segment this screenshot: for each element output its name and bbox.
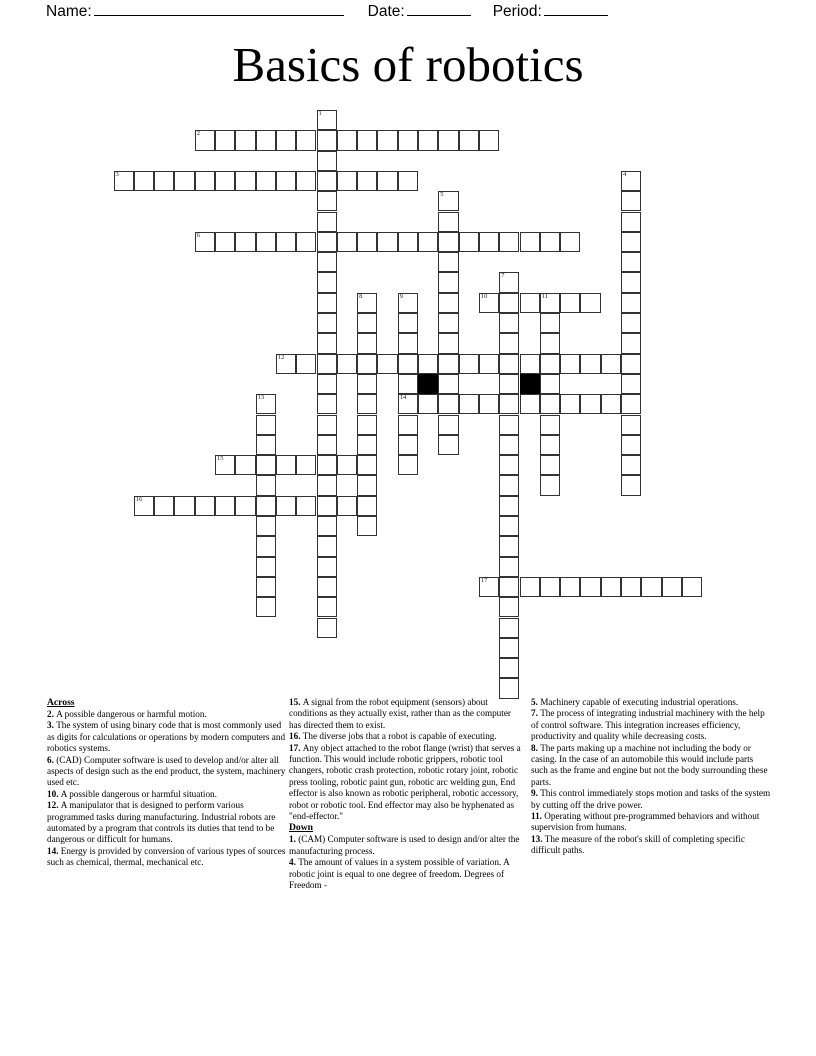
clue-text: This control immediately stops motion and tasks of the system by cutting off the drive power. — [531, 788, 771, 810]
crossword-cell[interactable] — [256, 232, 276, 252]
crossword-cell[interactable] — [377, 232, 397, 252]
clue-number: 15. — [289, 697, 303, 707]
crossword-cell[interactable] — [357, 232, 377, 252]
crossword-cell[interactable] — [276, 455, 296, 475]
crossword-cell[interactable] — [621, 272, 641, 292]
cell-number: 16 — [135, 495, 143, 503]
crossword-cell[interactable] — [398, 455, 418, 475]
crossword-cell[interactable] — [499, 658, 519, 678]
cell-number: 7 — [501, 272, 505, 280]
crossword-cell[interactable] — [256, 597, 276, 617]
crossword-cell[interactable] — [317, 232, 337, 252]
crossword-cell[interactable] — [580, 354, 600, 374]
crossword-cell[interactable] — [621, 252, 641, 272]
crossword-cell[interactable] — [438, 374, 458, 394]
crossword-cell[interactable] — [621, 313, 641, 333]
clue-item — [47, 709, 290, 720]
crossword-cell[interactable] — [520, 354, 540, 374]
cell-number: 10 — [480, 292, 488, 300]
crossword-cell[interactable] — [317, 374, 337, 394]
clue-number: 1. — [289, 834, 299, 845]
crossword-cell[interactable] — [215, 496, 235, 516]
crossword-cell[interactable] — [317, 415, 337, 435]
crossword-cell[interactable] — [398, 435, 418, 455]
clue-number: 11. — [531, 811, 545, 822]
crossword-cell[interactable] — [580, 293, 600, 313]
crossword-cell[interactable] — [459, 232, 479, 252]
crossword-cell[interactable] — [195, 130, 215, 150]
crossword-cell[interactable] — [621, 354, 641, 374]
clue-number: 9. — [531, 788, 541, 799]
clue-item — [531, 834, 771, 857]
crossword-cell[interactable] — [337, 171, 357, 191]
clue-item — [289, 834, 523, 857]
crossword-cell[interactable] — [499, 516, 519, 536]
crossword-cell[interactable] — [215, 130, 235, 150]
clue-text: (CAM) Computer software is used to design and/or alter the manufacturing process. — [289, 834, 520, 856]
crossword-cell[interactable] — [215, 455, 235, 475]
crossword-cell[interactable] — [296, 496, 316, 516]
crossword-cell[interactable] — [438, 293, 458, 313]
crossword-cell[interactable] — [499, 618, 519, 638]
clue-item — [289, 743, 523, 823]
clue-text: The process of integrating industrial machinery with the help of control software. This integration increases efficiency, productivity and quality while decreasing costs. — [531, 708, 765, 742]
crossword-cell[interactable] — [357, 171, 377, 191]
crossword-cell[interactable] — [621, 171, 641, 191]
crossword-cell[interactable] — [540, 455, 560, 475]
crossword-cell[interactable] — [134, 496, 154, 516]
crossword-cell[interactable] — [317, 333, 337, 353]
crossword-cell[interactable] — [621, 415, 641, 435]
crossword-cell[interactable] — [540, 577, 560, 597]
clue-text: The parts making up a machine not including the body or casing. In the case of an automobile this would include parts such as the frame and engine but not the body surrounding these parts. — [531, 742, 768, 787]
crossword-cell[interactable] — [438, 435, 458, 455]
crossword-cell[interactable] — [235, 496, 255, 516]
clue-item — [531, 788, 771, 811]
crossword-cell[interactable] — [499, 374, 519, 394]
clue-item — [289, 731, 523, 742]
clue-item — [47, 789, 290, 800]
crossword-cell[interactable] — [540, 313, 560, 333]
crossword-cell[interactable] — [195, 171, 215, 191]
crossword-cell[interactable] — [154, 171, 174, 191]
crossword-cell[interactable] — [398, 415, 418, 435]
clue-item — [47, 846, 290, 869]
crossword-cell[interactable] — [601, 577, 621, 597]
crossword-cell[interactable] — [154, 496, 174, 516]
clue-text: (CAD) Computer software is used to develop and/or alter all aspects of design such as the end product, the system, machinery used etc. — [47, 754, 286, 788]
crossword-cell[interactable] — [195, 496, 215, 516]
clue-item — [289, 697, 523, 731]
crossword-cell[interactable] — [438, 333, 458, 353]
clue-number: 14. — [47, 845, 61, 856]
crossword-cell[interactable] — [215, 171, 235, 191]
clue-text: A signal from the robot equipment (sensors) about conditions as they actually exist, rather than as the computer has directed them to exist. — [289, 697, 511, 730]
crossword-cell[interactable] — [337, 455, 357, 475]
clue-text: A manipulator that is designed to perform various programmed tasks during manufacturing. Industrial robots are automated by a program that controls its duties that tend to be dangerous or difficult for humans. — [47, 800, 276, 845]
clue-item — [289, 857, 523, 891]
crossword-cell[interactable] — [499, 455, 519, 475]
crossword-cell[interactable] — [540, 354, 560, 374]
crossword-cell[interactable] — [479, 394, 499, 414]
crossword-cell[interactable] — [459, 394, 479, 414]
crossword-cell[interactable] — [256, 557, 276, 577]
crossword-cell[interactable] — [357, 415, 377, 435]
clues-region — [0, 697, 816, 997]
clue-item — [47, 720, 290, 754]
cell-number: 1 — [318, 110, 322, 117]
crossword-cell[interactable] — [276, 232, 296, 252]
clue-text: Energy is provided by conversion of various types of sources such as chemical, thermal, mechanical etc. — [47, 845, 286, 868]
crossword-cell[interactable] — [134, 171, 154, 191]
crossword-cell[interactable] — [499, 577, 519, 597]
clue-item — [531, 697, 771, 708]
period-label: Period: — [492, 3, 542, 20]
crossword-cell[interactable] — [560, 354, 580, 374]
clue-number: 3. — [47, 720, 57, 731]
crossword-cell[interactable] — [540, 475, 560, 495]
crossword-cell[interactable] — [438, 354, 458, 374]
crossword-cell[interactable] — [256, 130, 276, 150]
clue-number: 13. — [531, 833, 545, 844]
crossword-cell[interactable] — [357, 313, 377, 333]
crossword-cell[interactable] — [621, 435, 641, 455]
clue-item — [47, 755, 290, 789]
crossword-cell[interactable] — [235, 455, 255, 475]
crossword-cell[interactable] — [317, 171, 337, 191]
date-label: Date: — [367, 3, 405, 20]
crossword-cell[interactable] — [296, 232, 316, 252]
clue-text: Any object attached to the robot flange (wrist) that serves a function. This would include robotic grippers, robotic tool changers, robotic crash protection, robotic rotary joint, robotic press tooling, robotic paint gun, robotic arc welding gun, End effector is also known as robotic peripheral, robotic accessory, robot or robotic tool. End effector may also be hyphenated as "end-effector." — [289, 742, 521, 822]
crossword-cell[interactable] — [317, 151, 337, 171]
crossword-cell[interactable] — [317, 191, 337, 211]
crossword-cell[interactable] — [317, 394, 337, 414]
crossword-cell[interactable] — [499, 475, 519, 495]
cell-number: 9 — [399, 292, 403, 300]
crossword-cell[interactable] — [418, 354, 438, 374]
crossword-cell[interactable] — [317, 557, 337, 577]
cell-number: 14 — [399, 394, 407, 402]
crossword-cell[interactable] — [621, 232, 641, 252]
clue-text: The diverse jobs that a robot is capable of executing. — [302, 731, 497, 742]
crossword-cell[interactable] — [398, 171, 418, 191]
crossword-cell[interactable] — [479, 354, 499, 374]
crossword-cell[interactable] — [296, 130, 316, 150]
crossword-cell[interactable] — [520, 293, 540, 313]
crossword-cell[interactable] — [499, 496, 519, 516]
crossword-cell[interactable] — [256, 171, 276, 191]
crossword-cell[interactable] — [317, 252, 337, 272]
crossword-cell[interactable] — [560, 293, 580, 313]
crossword-cell[interactable] — [256, 394, 276, 414]
crossword-cell[interactable] — [276, 130, 296, 150]
crossword-cell[interactable] — [377, 171, 397, 191]
crossword-cell[interactable] — [499, 638, 519, 658]
cell-number: 12 — [277, 353, 285, 361]
crossword-cell[interactable] — [459, 354, 479, 374]
crossword-cell[interactable] — [621, 577, 641, 597]
crossword-cell[interactable] — [438, 191, 458, 211]
crossword-cell[interactable] — [540, 415, 560, 435]
clue-text: Machinery capable of executing industrial operations. — [540, 697, 739, 707]
crossword-cell[interactable] — [398, 232, 418, 252]
cell-number: 8 — [359, 292, 363, 300]
crossword-cell[interactable] — [398, 130, 418, 150]
clue-column-1 — [47, 697, 290, 869]
crossword-cell[interactable] — [317, 435, 337, 455]
crossword-cell[interactable] — [337, 232, 357, 252]
crossword-cell[interactable] — [337, 496, 357, 516]
crossword-cell[interactable] — [296, 354, 316, 374]
crossword-cell[interactable] — [499, 293, 519, 313]
crossword-cell[interactable] — [357, 435, 377, 455]
crossword-cell[interactable] — [438, 252, 458, 272]
crossword-cell[interactable] — [499, 394, 519, 414]
clue-text: The measure of the robot's skill of completing specific difficult paths. — [531, 833, 745, 856]
crossword-cell[interactable] — [479, 577, 499, 597]
crossword-cell[interactable] — [398, 313, 418, 333]
crossword-cell[interactable] — [398, 333, 418, 353]
crossword-cell[interactable] — [438, 313, 458, 333]
crossword-cell[interactable] — [540, 374, 560, 394]
crossword-cell[interactable] — [317, 597, 337, 617]
clue-text: Operating without pre-programmed behaviors and without supervision from humans. — [531, 811, 760, 833]
crossword-cell[interactable] — [479, 130, 499, 150]
crossword-cell[interactable] — [317, 536, 337, 556]
crossword-cell[interactable] — [438, 232, 458, 252]
clue-number: 4. — [289, 857, 299, 868]
crossword-cell[interactable] — [276, 496, 296, 516]
crossword-cell[interactable] — [621, 374, 641, 394]
crossword-cell[interactable] — [621, 293, 641, 313]
clue-column-2 — [289, 697, 523, 892]
crossword-cell[interactable] — [580, 394, 600, 414]
crossword-cell[interactable] — [377, 354, 397, 374]
crossword-cell[interactable] — [317, 293, 337, 313]
crossword-cell[interactable] — [438, 130, 458, 150]
crossword-cell[interactable] — [377, 130, 397, 150]
crossword-cell[interactable] — [499, 435, 519, 455]
crossword-cell[interactable] — [337, 130, 357, 150]
crossword-block-cell — [418, 374, 438, 394]
crossword-cell[interactable] — [337, 354, 357, 374]
crossword-cell[interactable] — [317, 130, 337, 150]
cell-number: 2 — [196, 130, 200, 138]
crossword-cell[interactable] — [499, 536, 519, 556]
name-label: Name: — [46, 3, 92, 20]
crossword-cell[interactable] — [438, 394, 458, 414]
clue-text: The system of using binary code that is most commonly used as digits for calculations or operations by modern computers and robotics systems. — [47, 720, 286, 754]
crossword-cell[interactable] — [438, 212, 458, 232]
crossword-cell[interactable] — [235, 171, 255, 191]
crossword-cell[interactable] — [357, 496, 377, 516]
crossword-cell[interactable] — [560, 394, 580, 414]
crossword-cell[interactable] — [256, 435, 276, 455]
crossword-cell[interactable] — [215, 232, 235, 252]
crossword-cell[interactable] — [317, 212, 337, 232]
crossword-cell[interactable] — [479, 293, 499, 313]
crossword-cell[interactable] — [540, 293, 560, 313]
crossword-cell[interactable] — [174, 496, 194, 516]
crossword-cell[interactable] — [398, 354, 418, 374]
crossword-cell[interactable] — [418, 130, 438, 150]
crossword-cell[interactable] — [256, 455, 276, 475]
crossword-cell[interactable] — [621, 333, 641, 353]
crossword-cell[interactable] — [499, 415, 519, 435]
clue-column-3 — [531, 697, 771, 857]
crossword-cell[interactable] — [114, 171, 134, 191]
crossword-cell[interactable] — [540, 394, 560, 414]
clue-text: A possible dangerous or harmful situation. — [60, 788, 217, 799]
crossword-cell[interactable] — [621, 191, 641, 211]
crossword-cell[interactable] — [256, 577, 276, 597]
crossword-block-cell — [520, 374, 540, 394]
clue-number: 5. — [531, 697, 541, 707]
crossword-cell[interactable] — [540, 333, 560, 353]
crossword-cell[interactable] — [499, 678, 519, 698]
down-heading: Down — [289, 822, 313, 834]
crossword-cell[interactable] — [499, 272, 519, 292]
crossword-cell[interactable] — [317, 110, 337, 130]
crossword-cell[interactable] — [499, 597, 519, 617]
crossword-cell[interactable] — [256, 475, 276, 495]
clue-number: 12. — [47, 800, 61, 811]
crossword-cell[interactable] — [621, 475, 641, 495]
crossword-cell[interactable] — [520, 232, 540, 252]
cell-number: 6 — [196, 231, 200, 239]
clue-number: 2. — [47, 709, 57, 719]
crossword-cell[interactable] — [296, 455, 316, 475]
crossword-cell[interactable] — [601, 394, 621, 414]
crossword-cell[interactable] — [499, 313, 519, 333]
crossword-cell[interactable] — [438, 272, 458, 292]
crossword-cell[interactable] — [357, 455, 377, 475]
crossword-cell[interactable] — [499, 557, 519, 577]
crossword-cell[interactable] — [682, 577, 702, 597]
crossword-cell[interactable] — [296, 171, 316, 191]
clue-number: 17. — [289, 742, 303, 753]
page-title: Basics of robotics — [232, 37, 584, 92]
crossword-cell[interactable] — [317, 475, 337, 495]
crossword-cell[interactable] — [621, 394, 641, 414]
crossword-cell[interactable] — [499, 333, 519, 353]
crossword-cell[interactable] — [540, 435, 560, 455]
clue-number: 10. — [47, 788, 61, 799]
crossword-cell[interactable] — [641, 577, 661, 597]
crossword-cell[interactable] — [174, 171, 194, 191]
crossword-cell[interactable] — [357, 293, 377, 313]
crossword-cell[interactable] — [540, 232, 560, 252]
crossword-cell[interactable] — [235, 232, 255, 252]
clue-text: The amount of values in a system possible of variation. A robotic joint is equal to one degree of freedom. Degrees of Freedom - — [289, 857, 510, 891]
clue-number: 7. — [531, 708, 541, 719]
crossword-cell[interactable] — [317, 272, 337, 292]
crossword-cell[interactable] — [479, 232, 499, 252]
crossword-cell[interactable] — [418, 394, 438, 414]
crossword-cell[interactable] — [256, 536, 276, 556]
crossword-cell[interactable] — [256, 415, 276, 435]
crossword-cell[interactable] — [459, 130, 479, 150]
crossword-cell[interactable] — [317, 496, 337, 516]
clue-item — [531, 708, 771, 742]
crossword-cell[interactable] — [256, 496, 276, 516]
clue-number: 16. — [289, 731, 303, 742]
crossword-cell[interactable] — [499, 354, 519, 374]
crossword-cell[interactable] — [357, 333, 377, 353]
crossword-cell[interactable] — [438, 415, 458, 435]
crossword-cell[interactable] — [276, 171, 296, 191]
crossword-cell[interactable] — [317, 354, 337, 374]
crossword-cell[interactable] — [357, 130, 377, 150]
crossword-cell[interactable] — [317, 618, 337, 638]
crossword-cell[interactable] — [398, 374, 418, 394]
crossword-cell[interactable] — [357, 374, 377, 394]
crossword-cell[interactable] — [317, 577, 337, 597]
crossword-cell[interactable] — [520, 394, 540, 414]
clue-item — [531, 811, 771, 834]
clue-text: A possible dangerous or harmful motion. — [56, 709, 207, 719]
crossword-cell[interactable] — [357, 516, 377, 536]
cell-number: 15 — [217, 455, 224, 463]
crossword-cell[interactable] — [276, 354, 296, 374]
crossword-cell[interactable] — [398, 394, 418, 414]
across-heading: Across — [47, 697, 75, 708]
crossword-cell[interactable] — [357, 394, 377, 414]
crossword-cell[interactable] — [621, 212, 641, 232]
crossword-cell[interactable] — [560, 232, 580, 252]
cell-number: 11 — [541, 292, 549, 300]
cell-number: 13 — [257, 394, 265, 402]
crossword-cell[interactable] — [662, 577, 682, 597]
cell-number: 3 — [115, 170, 119, 178]
crossword-cell[interactable] — [317, 516, 337, 536]
cell-number: 17 — [480, 576, 488, 584]
crossword-cell[interactable] — [398, 293, 418, 313]
clue-number: 8. — [531, 742, 541, 753]
crossword-cell[interactable] — [357, 475, 377, 495]
crossword-cell[interactable] — [256, 516, 276, 536]
crossword-cell[interactable] — [520, 577, 540, 597]
crossword-cell[interactable] — [621, 455, 641, 475]
clue-number: 6. — [47, 754, 57, 765]
crossword-cell[interactable] — [317, 455, 337, 475]
cell-number: 4 — [623, 170, 627, 178]
crossword-cell[interactable] — [235, 130, 255, 150]
crossword-cell[interactable] — [560, 577, 580, 597]
crossword-cell[interactable] — [601, 354, 621, 374]
clue-item — [531, 743, 771, 789]
crossword-cell[interactable] — [195, 232, 215, 252]
crossword-cell[interactable] — [317, 313, 337, 333]
crossword-cell[interactable] — [357, 354, 377, 374]
cell-number: 5 — [440, 191, 444, 199]
crossword-cell[interactable] — [499, 232, 519, 252]
crossword-cell[interactable] — [418, 232, 438, 252]
crossword-cell[interactable] — [580, 577, 600, 597]
clue-item — [47, 800, 290, 846]
